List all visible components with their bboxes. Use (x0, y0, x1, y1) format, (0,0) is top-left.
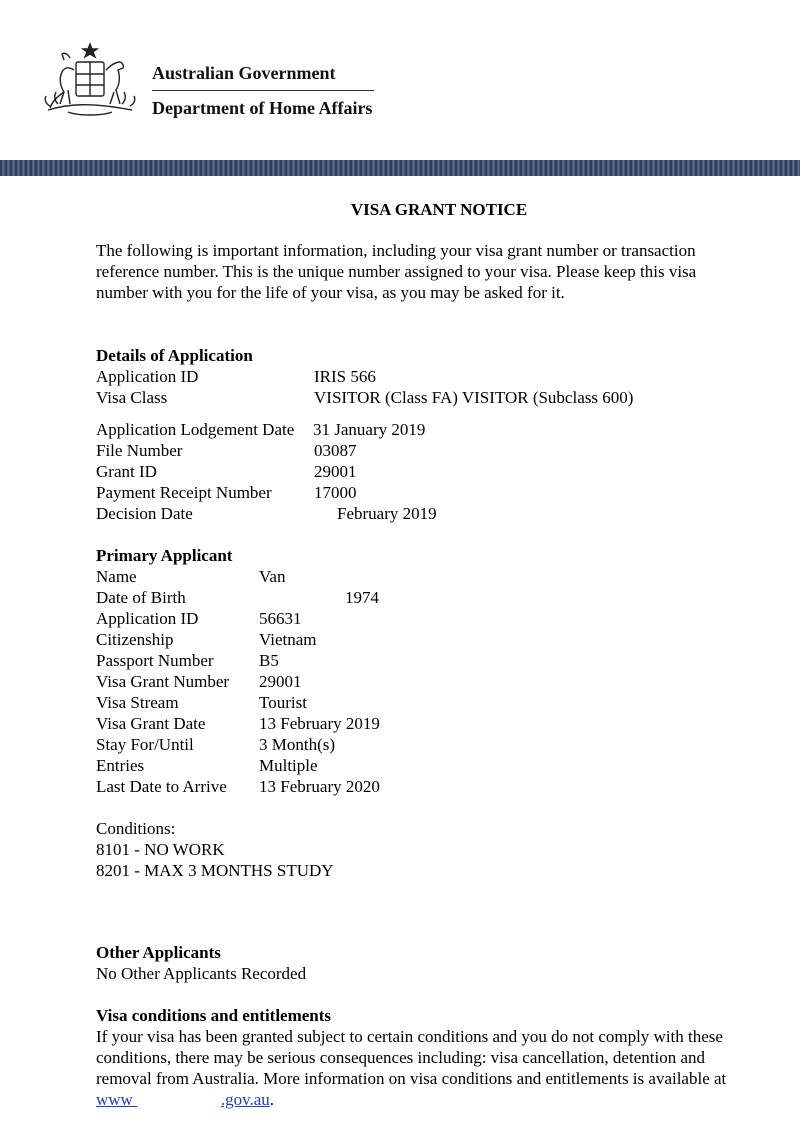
page-title: VISA GRANT NOTICE (350, 200, 528, 219)
website-link-part2[interactable]: .gov.au (220, 1090, 270, 1109)
details-value: February 2019 (337, 504, 437, 523)
primary-label: Entries (96, 756, 145, 775)
condition-item: 8201 - MAX 3 MONTHS STUDY (96, 861, 334, 880)
header-band (0, 160, 800, 176)
details-value: 29001 (314, 462, 357, 481)
other-applicants-text: No Other Applicants Recorded (96, 964, 307, 983)
letterhead-divider (152, 90, 374, 91)
primary-label: Passport Number (96, 651, 214, 670)
primary-value: 3 Month(s) (259, 735, 336, 754)
letterhead (0, 0, 800, 160)
department-name: Department of Home Affairs (152, 98, 373, 118)
conditions-heading: Conditions: (96, 819, 176, 838)
government-name: Australian Government (152, 63, 336, 83)
coat-of-arms-icon (38, 40, 142, 120)
details-heading: Details of Application (96, 346, 253, 365)
condition-item: 8101 - NO WORK (96, 840, 225, 859)
primary-value: 13 February 2020 (259, 777, 380, 796)
primary-label: Visa Grant Date (96, 714, 206, 733)
details-value: IRIS 566 (314, 367, 376, 386)
primary-label: Date of Birth (96, 588, 186, 607)
details-value: 31 January 2019 (313, 420, 426, 439)
entitlements-paragraph: If your visa has been granted subject to certain conditions and you do not comply with these conditions, there may be serious consequences including: visa cancellation, detention and removal from Australia. More information on visa conditions and entitlements is available at (96, 1027, 727, 1088)
primary-value: 1974 (345, 588, 379, 607)
primary-label: Name (96, 567, 137, 586)
link-period: . (269, 1090, 275, 1109)
details-label: Visa Class (96, 388, 168, 407)
details-label: Application Lodgement Date (96, 420, 295, 439)
website-link[interactable] (96, 1089, 274, 1110)
details-label: Grant ID (96, 462, 157, 481)
primary-label: Citizenship (96, 630, 174, 649)
primary-value: B5 (259, 651, 279, 670)
primary-label: Stay For/Until (96, 735, 194, 754)
intro-paragraph: The following is important information, including your visa grant number or transaction reference number. This is the unique number assigned to your visa. Please keep this visa number with you for the life of your visa, as you may be asked for it. (96, 241, 697, 302)
primary-label: Visa Stream (96, 693, 179, 712)
details-value: 03087 (314, 441, 357, 460)
details-label: File Number (96, 441, 183, 460)
primary-label: Application ID (96, 609, 199, 628)
website-link-gap[interactable] (133, 1089, 221, 1110)
details-label: Application ID (96, 367, 199, 386)
primary-value: Tourist (259, 693, 307, 712)
entitlements-heading: Visa conditions and entitlements (96, 1006, 332, 1025)
details-label: Payment Receipt Number (96, 483, 272, 502)
other-applicants-heading: Other Applicants (96, 943, 221, 962)
primary-value: Van (259, 567, 286, 586)
details-value: 17000 (314, 483, 357, 502)
details-label: Decision Date (96, 504, 193, 523)
primary-value: 56631 (259, 609, 302, 628)
details-value: VISITOR (Class FA) VISITOR (Subclass 600) (314, 388, 634, 407)
primary-value: 13 February 2019 (259, 714, 380, 733)
primary-value: 29001 (259, 672, 302, 691)
primary-value: Multiple (259, 756, 318, 775)
primary-heading: Primary Applicant (96, 546, 233, 565)
primary-label: Visa Grant Number (96, 672, 230, 691)
primary-value: Vietnam (259, 630, 317, 649)
primary-label: Last Date to Arrive (96, 777, 227, 796)
website-link-part1[interactable]: www (96, 1090, 133, 1109)
